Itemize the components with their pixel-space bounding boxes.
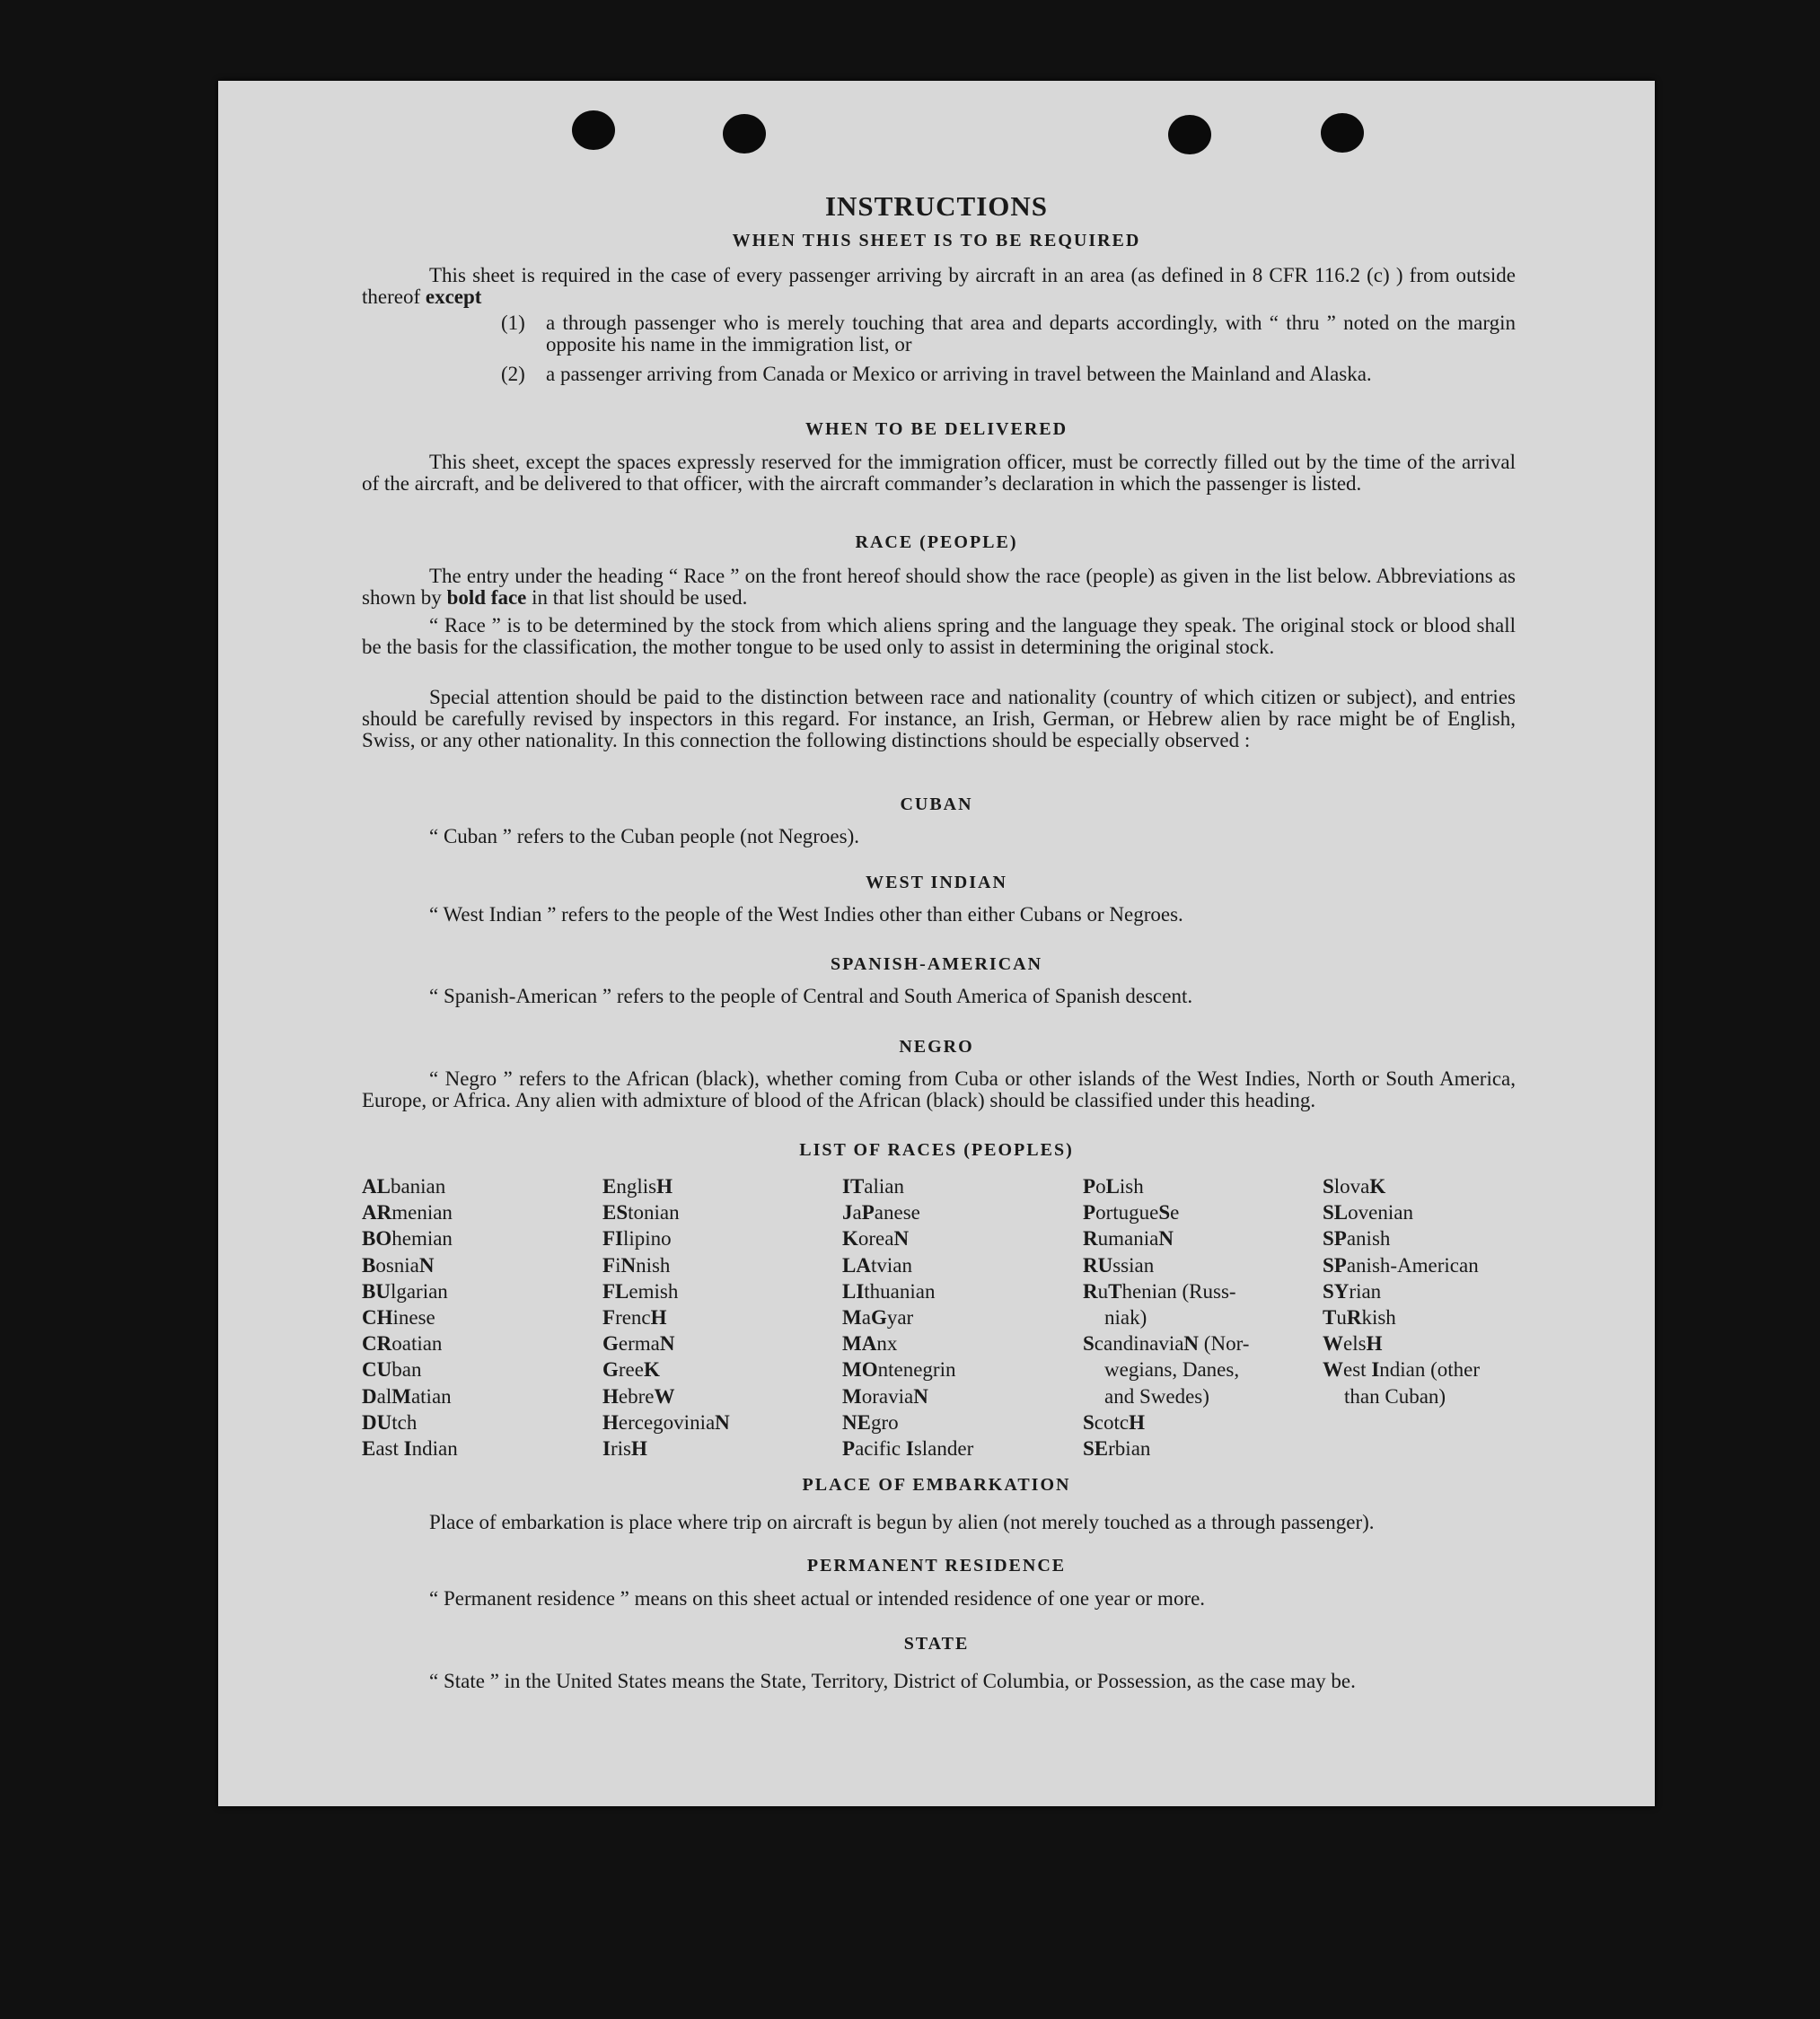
race-entry: JaPanese (842, 1201, 920, 1225)
paragraph: Special attention should be paid to the distinction between race and nationality (country of which citizen or subject), and entries should be carefully revised by inspectors in this regard. For instance, an Irish, German, or Hebrew alien by race might be of English, Swiss, or any other nationality. In this connection the following distinctions should be especially observed : (362, 686, 1516, 751)
paragraph-bold: bold face (446, 586, 527, 609)
race-entry: KoreaN (842, 1227, 910, 1251)
section-heading: WEST INDIAN (866, 873, 1007, 892)
paragraph: Place of embarkation is place where trip on aircraft is begun by alien (not merely touched as a through passenger). (429, 1511, 1375, 1533)
paragraph (362, 265, 1516, 308)
race-entry: MOntenegrin (842, 1358, 956, 1382)
race-entry: LIthuanian (842, 1279, 936, 1303)
races-column (1083, 1173, 1295, 1462)
races-column (1323, 1173, 1531, 1409)
paragraph: “ Cuban ” refers to the Cuban people (not Negroes). (429, 825, 860, 847)
races-column (842, 1173, 1058, 1462)
race-entry-continuation: and Swedes) (1104, 1384, 1209, 1408)
race-entry: LAtvian (842, 1253, 912, 1277)
paragraph-text: in that list should be used. (526, 586, 748, 609)
races-column (602, 1173, 818, 1462)
list-item (501, 364, 1516, 385)
race-entry: ITalian (842, 1175, 904, 1198)
race-entry: SLovenian (1323, 1201, 1413, 1225)
section-heading: PERMANENT RESIDENCE (806, 1556, 1067, 1576)
punch-hole (572, 110, 615, 150)
list-item-text: a passenger arriving from Canada or Mexico or arriving in travel between the Mainland and Alaska. (546, 363, 1372, 385)
race-entry: Pacific Islander (842, 1437, 974, 1461)
section-heading: NEGRO (899, 1037, 974, 1057)
section-heading: CUBAN (900, 794, 973, 814)
punch-hole (1168, 115, 1211, 154)
race-entry: RUssian (1083, 1253, 1155, 1277)
race-entry: ScandinaviaN (Nor- (1083, 1332, 1250, 1356)
race-entry: SPanish-American (1323, 1253, 1479, 1277)
race-entry: SPanish (1323, 1227, 1391, 1251)
race-entry: ScotcH (1083, 1410, 1145, 1434)
race-entry: West Indian (other (1323, 1358, 1481, 1382)
race-entry: SlovaK (1323, 1175, 1386, 1198)
section-heading: RACE (PEOPLE) (855, 532, 1018, 552)
race-entry: PoLish (1083, 1175, 1144, 1198)
paragraph: “ Spanish-American ” refers to the people of Central and South America of Spanish descent. (429, 985, 1193, 1007)
paragraph (362, 566, 1516, 609)
race-entry: MoraviaN (842, 1384, 928, 1408)
race-entry: HebreW (602, 1384, 675, 1408)
paragraph: “ Negro ” refers to the African (black), whether coming from Cuba or other islands of the West Indies, North or South America, Europe, or Africa. Any alien with admixture of blood of the African (black) should be classified under this heading. (362, 1067, 1516, 1111)
race-entry: SErbian (1083, 1437, 1151, 1461)
race-entry: RuThenian (Russ- (1083, 1279, 1236, 1303)
section-heading: WHEN TO BE DELIVERED (804, 419, 1068, 439)
race-entry-continuation: wegians, Danes, (1104, 1358, 1240, 1382)
race-entry: FrencH (602, 1306, 667, 1330)
race-entry: ALbanian (362, 1175, 446, 1198)
race-entry: FIlipino (602, 1227, 672, 1251)
race-entry: PortugueSe (1083, 1201, 1180, 1225)
race-entry: BUlgarian (362, 1279, 448, 1303)
race-entry: GreeK (602, 1358, 660, 1382)
section-heading: SPANISH-AMERICAN (830, 954, 1043, 974)
race-entry: MAnx (842, 1332, 898, 1356)
race-entry: NEgro (842, 1410, 899, 1434)
punch-hole (1321, 113, 1364, 153)
race-entry: MaGyar (842, 1306, 914, 1330)
race-entry: TuRkish (1323, 1306, 1396, 1330)
race-entry: BOhemian (362, 1227, 453, 1251)
page-title: INSTRUCTIONS (824, 190, 1048, 222)
race-entry-continuation: niak) (1104, 1306, 1147, 1330)
race-entry: HercegoviniaN (602, 1410, 730, 1434)
race-entry: DalMatian (362, 1384, 452, 1408)
section-heading: STATE (903, 1634, 970, 1654)
race-entry: ARmenian (362, 1201, 453, 1225)
section-heading: LIST OF RACES (PEOPLES) (799, 1140, 1074, 1160)
punch-hole (723, 114, 766, 154)
race-entry: EStonian (602, 1201, 680, 1225)
paragraph: “ State ” in the United States means the State, Territory, District of Columbia, or Possession, as the case may be. (429, 1670, 1356, 1692)
race-entry-continuation: than Cuban) (1344, 1384, 1446, 1408)
paragraph-bold: except (425, 285, 482, 308)
paragraph: “ West Indian ” refers to the people of the West Indies other than either Cubans or Negroes. (429, 903, 1183, 926)
race-entry: SYrian (1323, 1279, 1382, 1303)
section-heading: PLACE OF EMBARKATION (802, 1475, 1071, 1495)
race-entry: BosniaN (362, 1253, 435, 1277)
list-item-number: (1) (501, 312, 525, 334)
race-entry: DUtch (362, 1410, 418, 1434)
races-column (362, 1173, 577, 1462)
race-entry: RumaniaN (1083, 1227, 1174, 1251)
list-item (501, 312, 1516, 356)
race-entry: EnglisH (602, 1175, 673, 1198)
race-entry: FiNnish (602, 1253, 671, 1277)
race-entry: CUban (362, 1358, 422, 1382)
race-entry: IrisH (602, 1437, 647, 1461)
document-sheet (218, 81, 1655, 1806)
paragraph-text: The entry under the heading “ Race ” on the front hereof should show the race (people) as given in the list below. Abbreviations as shown by (362, 565, 1516, 609)
paragraph-text: This sheet is required in the case of every passenger arriving by aircraft in an area (as defined in 8 CFR 116.2 (c) ) from outside thereof (362, 264, 1516, 308)
paragraph: “ Race ” is to be determined by the stock from which aliens spring and the language they speak. The original stock or blood shall be the basis for the classification, the mother tongue to be used only to assist in determining the original stock. (362, 614, 1516, 658)
race-entry: East Indian (362, 1437, 458, 1461)
section-heading: WHEN THIS SHEET IS TO BE REQUIRED (732, 231, 1141, 250)
paragraph: “ Permanent residence ” means on this sheet actual or intended residence of one year or more. (429, 1587, 1206, 1610)
race-entry: CHinese (362, 1306, 435, 1330)
paragraph: This sheet, except the spaces expressly reserved for the immigration officer, must be correctly filled out by the time of the arrival of the aircraft, and be delivered to that officer, with the aircraft commander’s declaration in which the passenger is listed. (362, 451, 1516, 495)
race-entry: CRoatian (362, 1332, 443, 1356)
list-item-number: (2) (501, 363, 525, 385)
list-item-text: a through passenger who is merely touching that area and departs accordingly, with “ thru ” noted on the margin opposite his name in the immigration list, or (546, 312, 1516, 356)
race-entry: WelsH (1323, 1332, 1383, 1356)
race-entry: GermaN (602, 1332, 675, 1356)
race-entry: FLemish (602, 1279, 679, 1303)
